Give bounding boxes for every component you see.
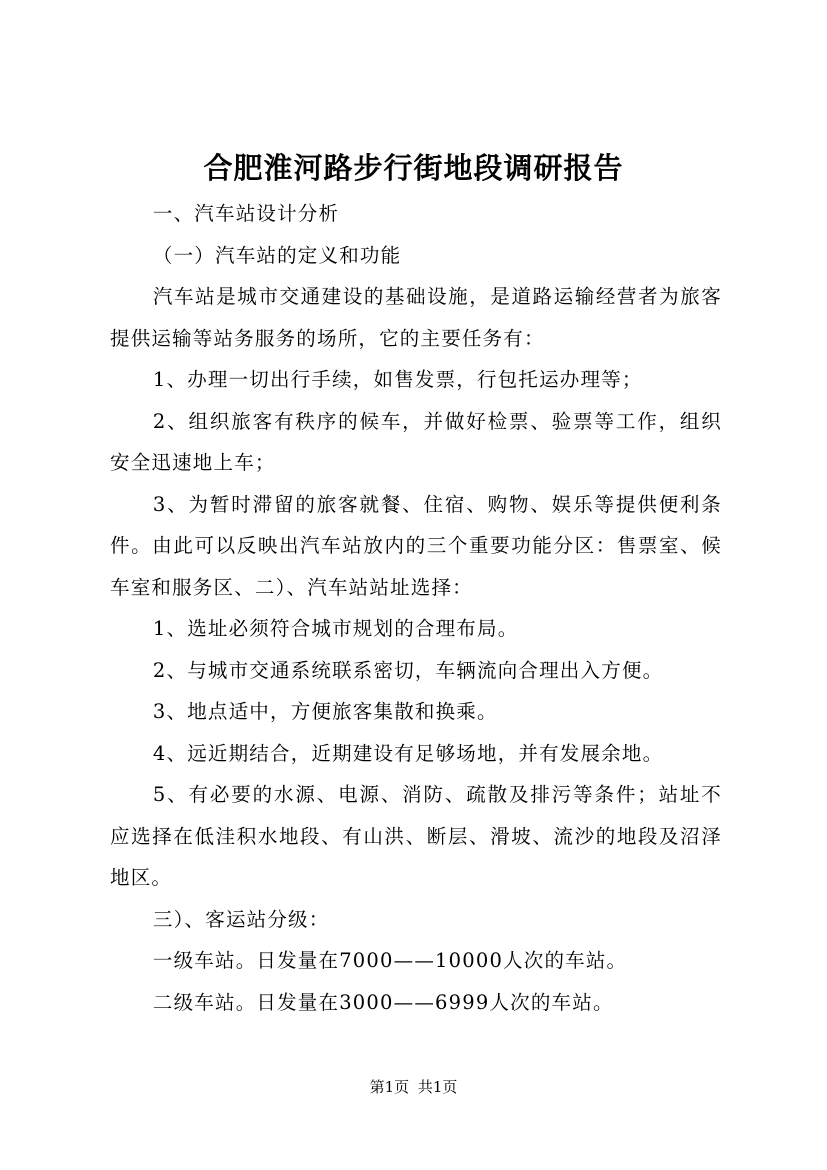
- list-item: 1、办理一切出行手续，如售发票，行包托运办理等；: [152, 368, 643, 391]
- section-heading: 一、汽车站设计分析: [152, 202, 340, 225]
- page-total: 共1页: [417, 1078, 458, 1096]
- list-item: 3、为暂时滞留的旅客就餐、住宿、购物、娱乐等提供便利条件。由此可以反映出汽车站放内的三个重要功能分区：售票室、候车室和服务区、二）、汽车站站址选择：: [110, 492, 722, 599]
- page-footer: [0, 1077, 827, 1097]
- list-item: 3、地点适中，方便旅客集散和换乘。: [152, 700, 498, 723]
- section-heading: 三）、客运站分级：: [152, 907, 330, 931]
- subsection-heading: （一）汽车站的定义和功能: [152, 243, 402, 267]
- list-item: 5、有必要的水源、电源、消防、疏散及排污等条件；站址不应选择在低洼积水地段、有山洪、断层、滑坡、流沙的地段及沼泽地区。: [110, 783, 722, 889]
- document-body: [110, 193, 722, 1023]
- list-item: 2、组织旅客有秩序的候车，并做好检票、验票等工作，组织安全迅速地上车；: [110, 409, 722, 474]
- list-item: 2、与城市交通系统联系密切，车辆流向合理出入方便。: [152, 658, 664, 682]
- paragraph: 一级车站。日发量在7000——10000人次的车站。: [152, 949, 628, 972]
- list-item: 1、选址必须符合城市规划的合理布局。: [152, 617, 519, 640]
- list-item: 4、远近期结合，近期建设有足够场地，并有发展余地。: [152, 741, 664, 765]
- page-number: 第1页: [369, 1078, 410, 1096]
- paragraph: 汽车站是城市交通建设的基础设施，是道路运输经营者为旅客提供运输等站务服务的场所，它的主要任务有：: [110, 285, 722, 350]
- paragraph: 二级车站。日发量在3000——6999人次的车站。: [152, 990, 614, 1014]
- document-title: 合肥淮河路步行街地段调研报告: [203, 151, 624, 185]
